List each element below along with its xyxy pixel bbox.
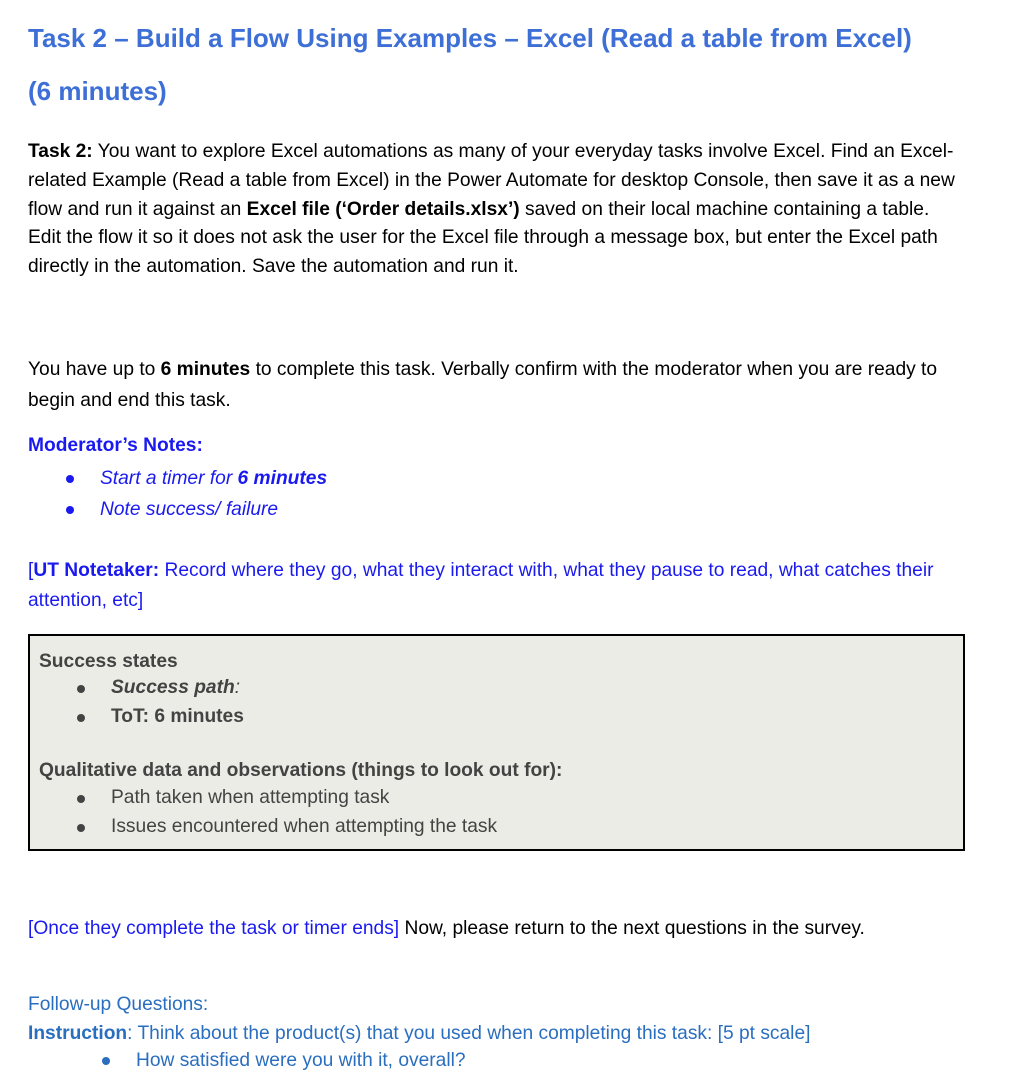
qualitative-item: Issues encountered when attempting the task — [111, 815, 498, 837]
follow-up-question: How satisfied were you with it, overall? — [136, 1050, 466, 1071]
task-label: Task 2: — [28, 141, 93, 162]
time-limit-paragraph — [28, 354, 963, 416]
instruction-text: : Think about the product(s) that you used when completing this task: [5 pt scale] — [127, 1023, 811, 1044]
success-path-label: Success path — [111, 677, 235, 698]
bullet-icon — [77, 795, 85, 803]
time-limit-prefix: You have up to — [28, 359, 161, 380]
moderator-notes-heading: Moderator’s Notes: — [28, 435, 203, 456]
moderator-note-timer — [100, 463, 327, 494]
once-complete-bracket: [Once they complete the task or timer ends] — [28, 918, 400, 939]
qualitative-item: Path taken when attempting task — [111, 787, 390, 808]
qualitative-heading: Qualitative data and observations (things to look out for): — [39, 760, 563, 781]
ut-notetaker-label: UT Notetaker: — [33, 560, 160, 581]
bullet-icon — [66, 506, 74, 514]
note-timer-value: 6 minutes — [237, 468, 328, 489]
task-text-part1: You want to explore Excel automations as many of your everyday tasks involve Excel. Find an Excel-related Example (Read a table from Excel) in the Power Automate for desktop Console, then save it as a new flow and run it against an — [28, 141, 955, 220]
task-title: Task 2 – Build a Flow Using Examples – Excel (Read a table from Excel) — [28, 23, 912, 53]
task-text-part2: saved on their local machine containing a table. Edit the flow it so it does not ask the user for the Excel file through a message box, but enter the Excel path directly in the automation. Save the automation and run it. — [28, 198, 938, 278]
once-complete-text: Now, please return to the next questions in the survey. — [399, 918, 865, 939]
ut-notetaker-text: Record where they go, what they interact with, what they pause to read, what catches their attention, etc] — [28, 560, 934, 611]
success-states-box — [28, 634, 965, 851]
success-path-colon: : — [234, 677, 241, 698]
follow-up-instruction — [28, 1020, 810, 1048]
follow-up-heading: Follow-up Questions: — [28, 994, 209, 1015]
once-complete-paragraph — [28, 913, 963, 944]
bullet-icon — [77, 685, 85, 693]
task-duration-heading: (6 minutes) — [28, 76, 167, 106]
bullet-icon — [77, 824, 85, 832]
time-on-task-item: ToT: 6 minutes — [111, 705, 244, 727]
note-timer-prefix: Start a timer for — [100, 468, 238, 489]
bullet-icon — [66, 475, 74, 483]
success-states-heading: Success states — [39, 651, 178, 672]
instruction-label: Instruction — [28, 1023, 128, 1044]
time-limit-value: 6 minutes — [160, 359, 251, 380]
ut-notetaker-instructions — [28, 556, 963, 616]
bullet-icon — [77, 714, 85, 722]
excel-file-name: Excel file (‘Order details.xlsx’) — [246, 198, 520, 220]
task-description — [28, 138, 963, 282]
bullet-icon — [102, 1057, 110, 1065]
success-path-item — [111, 674, 240, 703]
moderator-note-success: Note success/ failure — [100, 499, 279, 520]
ut-open-bracket: [ — [28, 560, 34, 581]
time-limit-suffix: to complete this task. Verbally confirm with the moderator when you are ready to begin and end this task. — [28, 359, 938, 411]
